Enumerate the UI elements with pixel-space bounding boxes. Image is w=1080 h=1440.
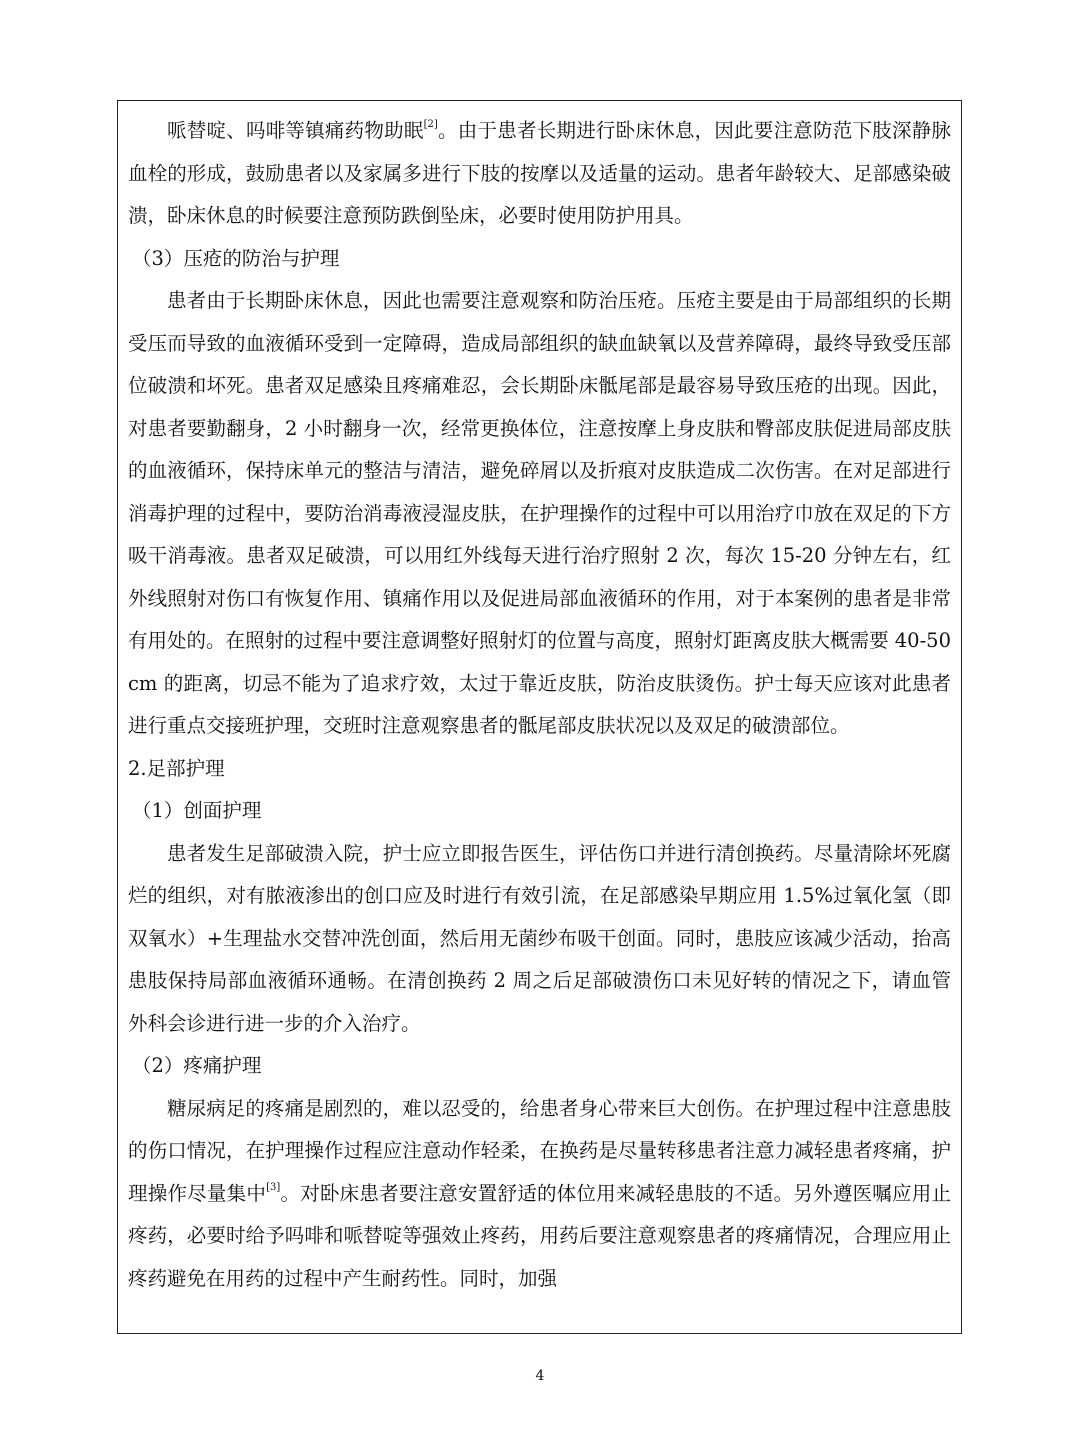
text-segment: 哌替啶、吗啡等镇痛药物助眠 (167, 119, 424, 142)
heading-text: 2.足部护理 (128, 756, 225, 780)
subheading-text: （3）压疮的防治与护理 (132, 246, 340, 270)
subheading-wound-care (132, 790, 951, 833)
text-segment: 患者发生足部破溃入院，护士应立即报告医生，评估伤口并进行清创换药。尽量清除坏死腐烂的组织，对有脓液渗出的创口应及时进行有效引流，在足部感染早期应用 1.5%过氧化氢（即双氧水）+生理盐水交替冲洗创面，然后用无菌纱布吸干创面。同时，患肢应该减少活动，抬高患肢保持局部血液循环通畅。在清创换药 2 周之后足部破溃伤口未见好转的情况之下，请血管外科会诊进行进一步的介入治疗。 (128, 841, 951, 1035)
paragraph-pain-care (128, 1088, 951, 1301)
citation-2: [2] (423, 119, 438, 130)
subheading-pain-care (132, 1045, 951, 1088)
document-body (128, 110, 951, 1300)
text-segment: 患者由于长期卧床休息，因此也需要注意观察和防治压疮。压疮主要是由于局部组织的长期受压而导致的血液循环受到一定障碍，造成局部组织的缺血缺氧以及营养障碍，最终导致受压部位破溃和坏死。患者双足感染且疼痛难忍，会长期卧床骶尾部是最容易导致压疮的出现。因此，对患者要勤翻身，2 小时翻身一次，经常更换体位，注意按摩上身皮肤和臀部皮肤促进局部皮肤的血液循环，保持床单元的整洁与清洁，避免碎屑以及折痕对皮肤造成二次伤害。在对足部进行消毒护理的过程中，要防治消毒液浸湿皮肤，在护理操作的过程中可以用治疗巾放在双足的下方吸干消毒液。患者双足破溃，可以用红外线每天进行治疗照射 2 次，每次 15-20 分钟左右，红外线照射对伤口有恢复作用、镇痛作用以及促进局部血液循环的作用，对于本案例的患者是非常有用处的。在照射的过程中要注意调整好照射灯的位置与高度，照射灯距离皮肤大概需要 40-50cm 的距离，切忌不能为了追求疗效，太过于靠近皮肤，防治皮肤烫伤。护士每天应该对此患者进行重点交接班护理，交班时注意观察患者的骶尾部皮肤状况以及双足的破溃部位。 (128, 289, 951, 737)
document-frame (117, 100, 962, 1334)
text-segment: 。对卧床患者要注意安置舒适的体位用来减轻患肢的不适。另外遵医嘱应用止疼药，必要时给予吗啡和哌替啶等强效止疼药，用药后要注意观察患者的疼痛情况，合理应用止疼药避免在用药的过程中产生耐药性。同时，加强 (128, 1181, 951, 1290)
text-segment: 糖尿病足的疼痛是剧烈的，难以忍受的，给患者身心带来巨大创伤。在护理过程中注意患肢的伤口情况，在护理操作过程应注意动作轻柔，在换药是尽量转移患者注意力减轻患者疼痛，护理操作尽量集中 (128, 1096, 951, 1205)
text-segment: 。由于患者长期进行卧床休息，因此要注意防范下肢深静脉血栓的形成，鼓励患者以及家属多进行下肢的按摩以及适量的运动。患者年龄较大、足部感染破溃，卧床休息的时候要注意预防跌倒坠床，必要时使用防护用具。 (128, 119, 951, 227)
citation-3: [3] (266, 1181, 281, 1193)
paragraph-pressure-ulcer (128, 280, 951, 748)
subheading-pressure-ulcer (132, 238, 951, 281)
paragraph-continued (128, 110, 951, 238)
paragraph-wound-care (128, 833, 951, 1046)
subheading-text: （2）疼痛护理 (132, 1054, 262, 1077)
heading-foot-care (128, 748, 951, 791)
page-number: 4 (535, 1368, 545, 1384)
subheading-text: （1）创面护理 (132, 799, 262, 822)
